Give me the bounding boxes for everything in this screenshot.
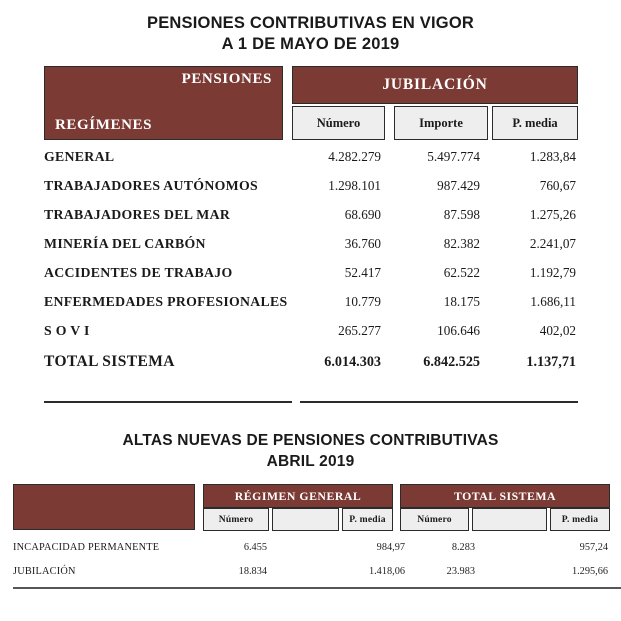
table1-corner-top-label: PENSIONES (181, 71, 272, 87)
table2-subheader-rg-pmedia: P. media (342, 508, 393, 531)
table2-cell-ts-numero: 23.983 (446, 565, 475, 577)
table1-cell-importe: 18.175 (443, 293, 480, 309)
table2-group-header-regimen-general: RÉGIMEN GENERAL (203, 484, 393, 508)
section-title (0, 430, 621, 472)
table2-subheader-ts-empty (472, 508, 547, 531)
table1-row-label: S O V I (44, 322, 90, 338)
table1-row-label: ACCIDENTES DE TRABAJO (44, 264, 233, 280)
table2-cell-rg-numero: 18.834 (238, 565, 267, 577)
table-row (44, 258, 578, 287)
page-title (0, 13, 621, 55)
table1-cell-pmedia: 760,67 (539, 177, 576, 193)
table2-subheader-ts-pmedia: P. media (550, 508, 610, 531)
table-row (13, 559, 610, 583)
table1-cell-numero: 68.690 (344, 206, 381, 222)
table-row (44, 142, 578, 171)
table1-cell-importe: 82.382 (443, 235, 480, 251)
table1-cell-importe: 62.522 (443, 264, 480, 280)
page-title-line1: PENSIONES CONTRIBUTIVAS EN VIGOR (147, 14, 474, 32)
table1-total-importe: 6.842.525 (423, 353, 480, 370)
table2-row-label: JUBILACIÓN (13, 565, 76, 577)
table1-cell-importe: 5.497.774 (427, 148, 480, 164)
table2-cell-ts-pmedia: 957,24 (579, 541, 608, 553)
table2-cell-rg-pmedia: 1.418,06 (368, 565, 405, 577)
table2-subheader-rg-empty (272, 508, 339, 531)
table1-bottom-rule-left (44, 401, 292, 403)
table1-row-label: ENFERMEDADES PROFESIONALES (44, 293, 288, 309)
table1-total-row (44, 345, 578, 379)
table1-body (44, 142, 578, 379)
table1-cell-numero: 4.282.279 (328, 148, 381, 164)
table1-cell-pmedia: 1.686,11 (530, 293, 576, 309)
table2-subheader-rg-numero: Número (203, 508, 269, 531)
table1-bottom-rule-right (300, 401, 578, 403)
table2-body (13, 535, 610, 583)
table-row (44, 229, 578, 258)
table2-subheader-ts-numero: Número (400, 508, 469, 531)
table1-subheader-numero: Número (292, 106, 385, 140)
table1-subheader-pmedia: P. media (492, 106, 578, 140)
table1-row-label: TRABAJADORES AUTÓNOMOS (44, 177, 258, 193)
table1-subheader-importe: Importe (394, 106, 488, 140)
table2-cell-ts-numero: 8.283 (451, 541, 475, 553)
table-row (44, 171, 578, 200)
table-row (44, 200, 578, 229)
table1-cell-pmedia: 1.192,79 (529, 264, 576, 280)
table1-total-numero: 6.014.303 (324, 353, 381, 370)
table-row (44, 316, 578, 345)
table1-cell-numero: 52.417 (344, 264, 381, 280)
table2-cell-rg-numero: 6.455 (243, 541, 267, 553)
table1-cell-importe: 106.646 (437, 322, 480, 338)
table2-cell-rg-pmedia: 984,97 (376, 541, 405, 553)
table1-cell-numero: 265.277 (338, 322, 381, 338)
table1-cell-pmedia: 1.283,84 (529, 148, 576, 164)
table2-row-label: INCAPACIDAD PERMANENTE (13, 541, 160, 553)
table-row (44, 287, 578, 316)
table1-cell-pmedia: 1.275,26 (529, 206, 576, 222)
table1-corner-header (44, 66, 283, 140)
table1-cell-importe: 87.598 (443, 206, 480, 222)
table2-cell-ts-pmedia: 1.295,66 (571, 565, 608, 577)
table2-group-header-total-sistema: TOTAL SISTEMA (400, 484, 610, 508)
table2-corner-header (13, 484, 195, 530)
table1-row-label: MINERÍA DEL CARBÓN (44, 235, 206, 251)
table1-cell-numero: 10.779 (344, 293, 381, 309)
table1-cell-importe: 987.429 (437, 177, 480, 193)
table1-cell-numero: 1.298.101 (328, 177, 381, 193)
table1-corner-bottom-label: REGÍMENES (55, 117, 153, 133)
table1-row-label: TRABAJADORES DEL MAR (44, 206, 231, 222)
page-title-line2: A 1 DE MAYO DE 2019 (221, 35, 400, 53)
section-title-line2: ABRIL 2019 (266, 453, 355, 470)
table1-total-label: TOTAL SISTEMA (44, 353, 175, 370)
section-title-line1: ALTAS NUEVAS DE PENSIONES CONTRIBUTIVAS (122, 432, 499, 449)
table1-group-header-jubilacion: JUBILACIÓN (292, 66, 578, 104)
table1-cell-numero: 36.760 (344, 235, 381, 251)
table1-total-pmedia: 1.137,71 (526, 353, 576, 370)
table1-cell-pmedia: 2.241,07 (529, 235, 576, 251)
table1-cell-pmedia: 402,02 (539, 322, 576, 338)
table2-bottom-rule (13, 587, 621, 589)
table1-row-label: GENERAL (44, 148, 115, 164)
table-row (13, 535, 610, 559)
